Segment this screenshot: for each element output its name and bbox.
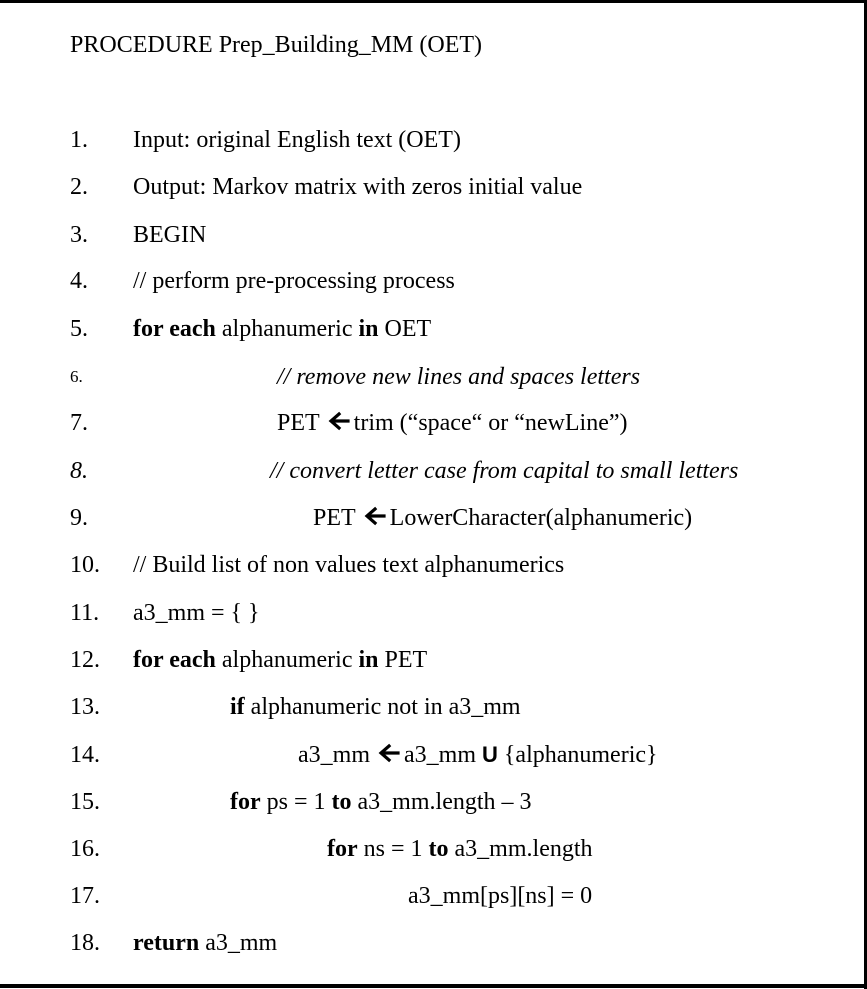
algorithm-line-2 [0,172,864,202]
line-number: 17. [70,883,100,909]
line-number: 13. [70,694,100,720]
top-border [0,0,867,3]
line-text: a3_mm.length [448,836,593,862]
algorithm-line-17 [0,881,864,911]
left-arrow-icon [364,505,386,527]
line-text: OET [378,316,432,342]
assignment-statement [313,503,692,533]
algorithm-line-18 [0,928,864,958]
keyword: for [327,836,358,862]
line-text: a3_mm[ps][ns] = 0 [408,883,593,909]
algorithm-line-5 [0,314,864,344]
line-number: 4. [70,268,88,294]
procedure-title: PROCEDURE Prep_Building_MM (OET) [70,32,483,58]
algorithm-line-13 [0,692,864,722]
algorithm-line-16 [0,834,864,864]
line-number: 18. [70,930,100,956]
line-number: 12. [70,647,100,673]
line-number: 14. [70,742,100,768]
line-text: a3_mm.length – 3 [351,789,532,815]
comment-text: // remove new lines and spaces letters [277,364,641,390]
algorithm-line-10 [0,550,864,580]
keyword: in [358,647,379,673]
algorithm-line-7 [0,408,864,438]
line-number: 3. [70,222,88,248]
for-each-statement [133,645,427,675]
line-number: 10. [70,552,100,578]
for-each-statement [133,314,431,344]
algorithm-line-8 [0,456,864,486]
line-number: 5. [70,316,88,342]
algorithm-line-9 [0,503,864,533]
keyword: for [230,789,261,815]
keyword: in [358,316,379,342]
comment-text: // convert letter case from capital to small letters [270,458,739,484]
return-statement [133,928,277,958]
algorithm-line-3 [0,220,864,250]
union-symbol: U [482,742,498,767]
assignment-statement [277,408,628,438]
line-number: 9. [70,505,88,531]
left-arrow-icon [378,742,400,764]
assign-target: PET [313,505,356,531]
comment-text: // perform pre-processing process [133,268,455,294]
comment-text: // Build list of non values text alphanumerics [133,552,565,578]
line-number: 6. [70,367,83,386]
algorithm-line-14 [0,740,864,770]
line-text: BEGIN [133,222,207,248]
assign-value: a3_mm [404,742,482,768]
line-number: 16. [70,836,100,862]
bottom-border [0,984,867,988]
keyword: return [133,930,200,956]
assign-value: {alphanumeric} [497,742,658,768]
assign-target: a3_mm [298,742,370,768]
assign-value: LowerCharacter(alphanumeric) [389,505,693,531]
algorithm-line-6 [0,362,864,392]
algorithm-line-4 [0,266,864,296]
algorithm-line-12 [0,645,864,675]
for-statement [230,787,532,817]
keyword: for each [133,316,216,342]
assign-value: trim (“space“ or “newLine”) [353,410,628,436]
keyword: for each [133,647,216,673]
line-text: alphanumeric [215,647,359,673]
line-text: alphanumeric not in a3_mm [244,694,521,720]
line-text: alphanumeric [215,316,359,342]
keyword: if [230,694,245,720]
line-number: 1. [70,127,88,153]
line-number: 2. [70,174,88,200]
keyword: to [428,836,449,862]
line-number: 8. [70,458,88,484]
line-number: 7. [70,410,88,436]
keyword: to [331,789,352,815]
for-statement [327,834,593,864]
line-text: a3_mm = { } [133,600,260,626]
line-text: ps = 1 [260,789,332,815]
assign-target: PET [277,410,320,436]
line-text: Input: original English text (OET) [133,127,461,153]
line-number: 15. [70,789,100,815]
left-arrow-icon [328,410,350,432]
line-text: PET [378,647,428,673]
assignment-statement [298,740,658,770]
line-text: ns = 1 [357,836,429,862]
line-text: Output: Markov matrix with zeros initial value [133,174,583,200]
algorithm-line-15 [0,787,864,817]
line-text: a3_mm [199,930,278,956]
line-number: 11. [70,600,100,626]
if-statement [230,692,521,722]
algorithm-line-11 [0,598,864,628]
algorithm-line-1 [0,125,864,155]
